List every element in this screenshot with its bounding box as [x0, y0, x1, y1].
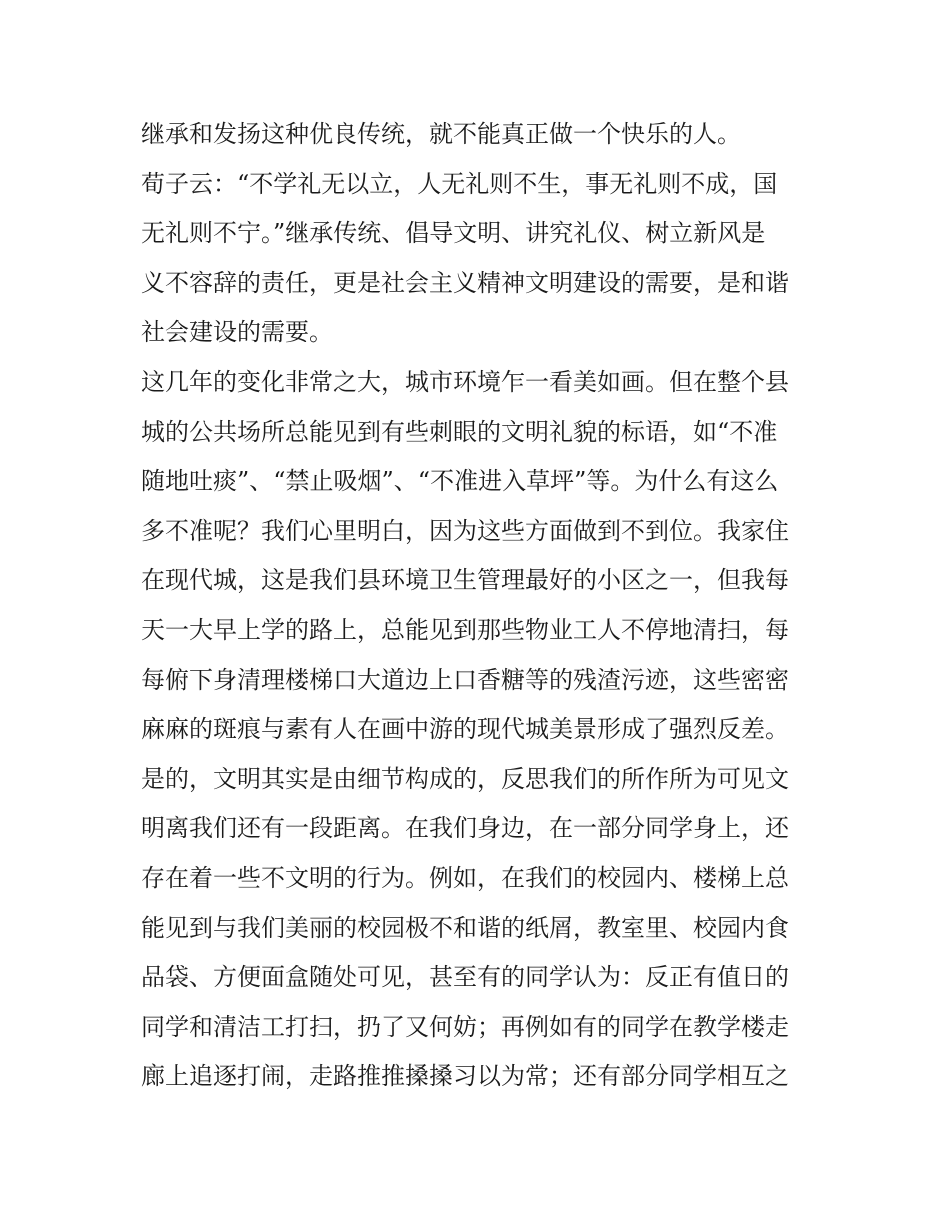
text-line: 荀子云：“不学礼无以立，人无礼则不生，事无礼则不成，国: [141, 169, 778, 198]
text-line: 存在着一些不文明的行为。例如，在我们的校园内、楼梯上总: [141, 863, 789, 892]
text-line: 天一大早上学的路上，总能见到那些物业工人不停地清扫，每: [141, 615, 789, 644]
text-line: 在现代城，这是我们县环境卫生管理最好的小区之一，但我每: [141, 566, 789, 595]
text-line: 这几年的变化非常之大，城市环境乍一看美如画。但在整个县: [141, 367, 789, 396]
text-line: 是的，文明其实是由细节构成的，反思我们的所作所为可见文: [141, 764, 789, 793]
text-line: 每俯下身清理楼梯口大道边上口香糖等的残渣污迹，这些密密: [141, 665, 789, 694]
text-line: 多不准呢？我们心里明白，因为这些方面做到不到位。我家住: [141, 516, 789, 545]
text-line: 麻麻的斑痕与素有人在画中游的现代城美景形成了强烈反差。: [141, 715, 789, 744]
text-line: 继承和发扬这种优良传统，就不能真正做一个快乐的人。: [141, 120, 741, 148]
text-line: 同学和清洁工打扫，扔了又何妨；再例如有的同学在教学楼走: [141, 1012, 789, 1041]
text-line: 品袋、方便面盒随处可见，甚至有的同学认为：反正有值日的: [141, 963, 789, 992]
text-line: 随地吐痰”、“禁止吸烟”、“不准进入草坪”等。为什么有这么: [141, 467, 779, 496]
text-line: 社会建设的需要。: [141, 318, 333, 347]
text-line: 无礼则不宁。”继承传统、倡导文明、讲究礼仪、树立新风是: [141, 219, 766, 248]
text-line: 城的公共场所总能见到有些刺眼的文明礼貌的标语，如“不准: [141, 417, 778, 446]
text-line: 廊上追逐打闹，走路推推搡搡习以为常；还有部分同学相互之: [141, 1062, 789, 1091]
text-line: 明离我们还有一段距离。在我们身边，在一部分同学身上，还: [141, 814, 789, 843]
text-line: 义不容辞的责任，更是社会主义精神文明建设的需要，是和谐: [141, 268, 789, 297]
text-line: 能见到与我们美丽的校园极不和谐的纸屑，教室里、校园内食: [141, 913, 789, 942]
document-body: [141, 110, 821, 1102]
